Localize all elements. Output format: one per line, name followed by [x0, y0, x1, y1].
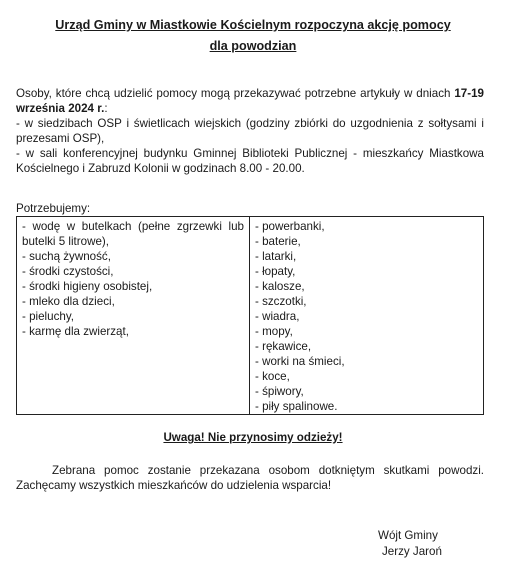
needs-right-item: - powerbanki,	[255, 220, 325, 233]
needs-left-item: - pieluchy,	[22, 310, 74, 323]
signature-block	[378, 528, 488, 560]
intro-location-2: - w sali konferencyjnej budynku Gminnej Biblioteki Publicznej - mieszkańcy Miastkowa Kościelnego i Zabruzd Kolonii w godzinach 8.00 - 20.00.	[16, 147, 484, 175]
needs-table-row	[17, 217, 484, 415]
signature-name: Jerzy Jaroń	[382, 545, 442, 558]
intro-location-1: - w siedzibach OSP i świetlicach wiejskich (godziny zbiórki do uzgodnienia z sołtysami i prezesami OSP),	[16, 117, 484, 145]
needs-left-item: - mleko dla dzieci,	[22, 295, 115, 308]
needs-left-item: - karmę dla zwierząt,	[22, 325, 129, 338]
needs-right-item: - latarki,	[255, 250, 297, 263]
signature-role: Wójt Gminy	[378, 529, 438, 542]
intro-lead: Osoby, które chcą udzielić pomocy mogą przekazywać potrzebne artykuły w dniach	[16, 87, 455, 100]
needs-left-cell	[17, 217, 250, 415]
needs-right-item: - piły spalinowe.	[255, 400, 338, 413]
notice-text: Uwaga! Nie przynosimy odzieży!	[163, 431, 343, 444]
intro-colon: :	[104, 102, 108, 115]
needs-right-item: - szczotki,	[255, 295, 307, 308]
needs-right-item: - worki na śmieci,	[255, 355, 345, 368]
needs-left-item: - środki czystości,	[22, 265, 114, 278]
needs-right-cell	[250, 217, 484, 415]
title-line-2: dla powodzian	[209, 39, 297, 53]
closing-paragraph: Zebrana pomoc zostanie przekazana osobom dotkniętym skutkami powodzi. Zachęcamy wszystkich mieszkańców do udzielenia wsparcia!	[16, 464, 484, 492]
title-line-1: Urząd Gminy w Miastkowie Kościelnym rozpoczyna akcję pomocy	[55, 18, 451, 32]
needs-left-item: - suchą żywność,	[22, 250, 111, 263]
document-title	[0, 15, 506, 57]
intro-section	[16, 86, 484, 176]
needs-right-item: - śpiwory,	[255, 385, 304, 398]
needs-right-item: - wiadra,	[255, 310, 300, 323]
needs-right-item: - mopy,	[255, 325, 293, 338]
needs-label: Potrzebujemy:	[16, 202, 91, 215]
needs-right-list	[255, 219, 478, 414]
needs-right-item: - koce,	[255, 370, 290, 383]
needs-left-item: - środki higieny osobistej,	[22, 280, 153, 293]
intro-dates: 17-19 września 2024 r.	[16, 87, 484, 115]
intro-paragraph	[16, 86, 484, 116]
needs-left-list	[22, 219, 244, 339]
needs-left-item: - wodę w butelkach (pełne zgrzewki lub butelki 5 litrowe),	[22, 220, 244, 248]
needs-right-item: - baterie,	[255, 235, 301, 248]
needs-right-item: - łopaty,	[255, 265, 296, 278]
needs-right-item: - kalosze,	[255, 280, 305, 293]
needs-table	[16, 216, 484, 415]
needs-right-item: - rękawice,	[255, 340, 312, 353]
